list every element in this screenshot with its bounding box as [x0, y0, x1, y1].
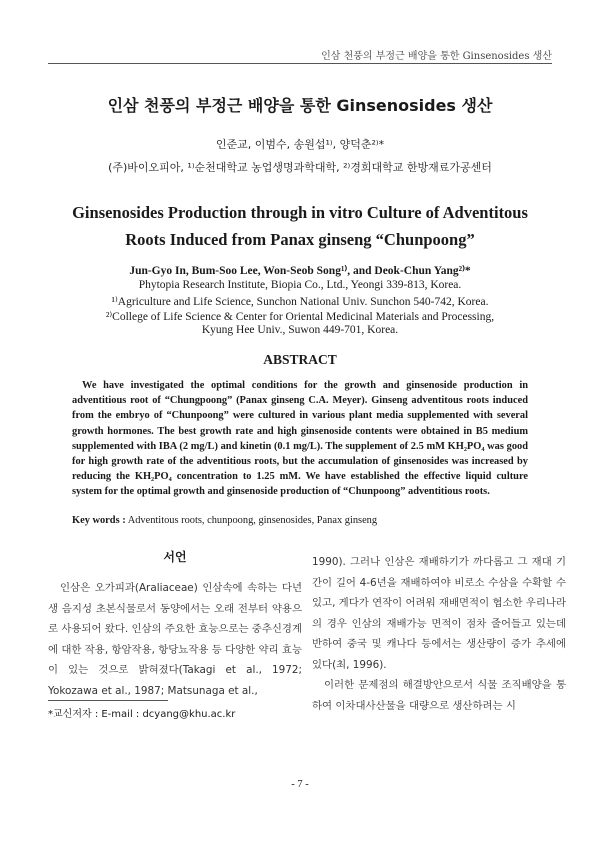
header-rule: [48, 63, 552, 64]
abstract-heading: ABSTRACT: [263, 352, 337, 367]
korean-authors: 인준교, 이범수, 송원섭¹⁾, 양덕춘²⁾*: [215, 138, 385, 151]
korean-affiliations: (주)바이오피아, ¹⁾순천대학교 농업생명과학대학, ²⁾경희대학교 한방재료가공센터: [108, 161, 492, 174]
footnote-rule: [48, 700, 168, 701]
affiliation-line: ²⁾College of Life Science & Center for Oriental Medicinal Materials and Processing,: [105, 311, 495, 323]
running-head: 인삼 천풍의 부정근 배양을 통한 Ginsenosides 생산: [321, 51, 552, 62]
intro-left-column: 인삼은 오가피과(Araliaceae) 인삼속에 속하는 다년생 음지성 초본식물로서 동양에서는 오래 전부터 약용으로 사용되어 왔다. 인삼의 주요한 효능으로는 중추신경계에 대한 작용, 항암작용, 항당뇨작용 등 다양한 약리 효능이 있는 것으로 밝혀졌다(Takagi et al., 1972; Yokozawa et al., 1987; Matsunaga et al.,: [48, 582, 302, 697]
english-authors: Jun-Gyo In, Bum-Soo Lee, Won-Seob Song¹⁾, and Deok-Chun Yang²⁾*: [129, 265, 471, 277]
intro-right-column: [312, 552, 566, 716]
english-title-line-1: Ginsenosides Production through in vitro Culture of Adventitous: [72, 203, 528, 222]
abstract-text: We have investigated the optimal conditions for the growth and ginsenoside production in adventitious root of “Chungpoong” (Panax ginseng C.A. Meyer). Ginseng adventitous roots induced from the embryo of “Chunpoong” were cultured in various plant media supplemented with several growth hormones. The best growth rate and high ginsenoside contents were obtained in B5 medium supplemented with IBA (2 mg/L) and kinetin (0.1 mg/L). The supplement of 2.5 mM KH₂PO₄ was good for high growth rate of the adventitious roots, but the accumulation of ginsenosides was increased by reducing the KH₂PO₄ concentration to 1.25 mM. We have established the effective liquid culture system for the optimal growth and ginsenoside production of “Chunpoong” adventitious roots.: [72, 380, 528, 498]
korean-title: 인삼 천풍의 부정근 배양을 통한 Ginsenosides 생산: [107, 96, 493, 115]
keywords-text: Adventitous roots, chunpoong, ginsenosides, Panax ginseng: [127, 515, 378, 526]
affiliation-line: ¹⁾Agriculture and Life Science, Sunchon National Univ. Sunchon 540-742, Korea.: [111, 296, 489, 308]
intro-right-paragraph-2: 이러한 문제점의 해결방안으로서 식물 조직배양을 통하여 이차대사산물을 대량으로 생산하려는 시: [312, 679, 566, 712]
intro-right-paragraph-1: 1990). 그러나 인삼은 재배하기가 까다롭고 그 재대 기간이 길어 4-6년을 재배하여야 비로소 수삼을 수확할 수 있고, 게다가 연작이 어려워 재배면적이 협소한 우리나라의 경우 인삼의 재배가능 면적이 점차 줄어들고 있는데 반하여 중국 및 캐나다 등에서는 생산량이 증가 추세에 있다(최, 1996).: [312, 556, 566, 671]
page-number: - 7 -: [291, 779, 309, 790]
affiliation-line: Kyung Hee Univ., Suwon 449-701, Korea.: [201, 324, 399, 336]
affiliation-line: Phytopia Research Institute, Biopia Co., Ltd., Yeongi 339-813, Korea.: [138, 279, 462, 291]
section-heading-intro: 서언: [163, 550, 187, 564]
keywords: [72, 515, 377, 526]
keywords-label: Key words :: [72, 515, 126, 526]
english-title-line-2: Roots Induced from Panax ginseng “Chunpoong”: [125, 230, 475, 249]
corresponding-author-footnote: *교신저자 : E-mail : dcyang@khu.ac.kr: [48, 709, 236, 720]
